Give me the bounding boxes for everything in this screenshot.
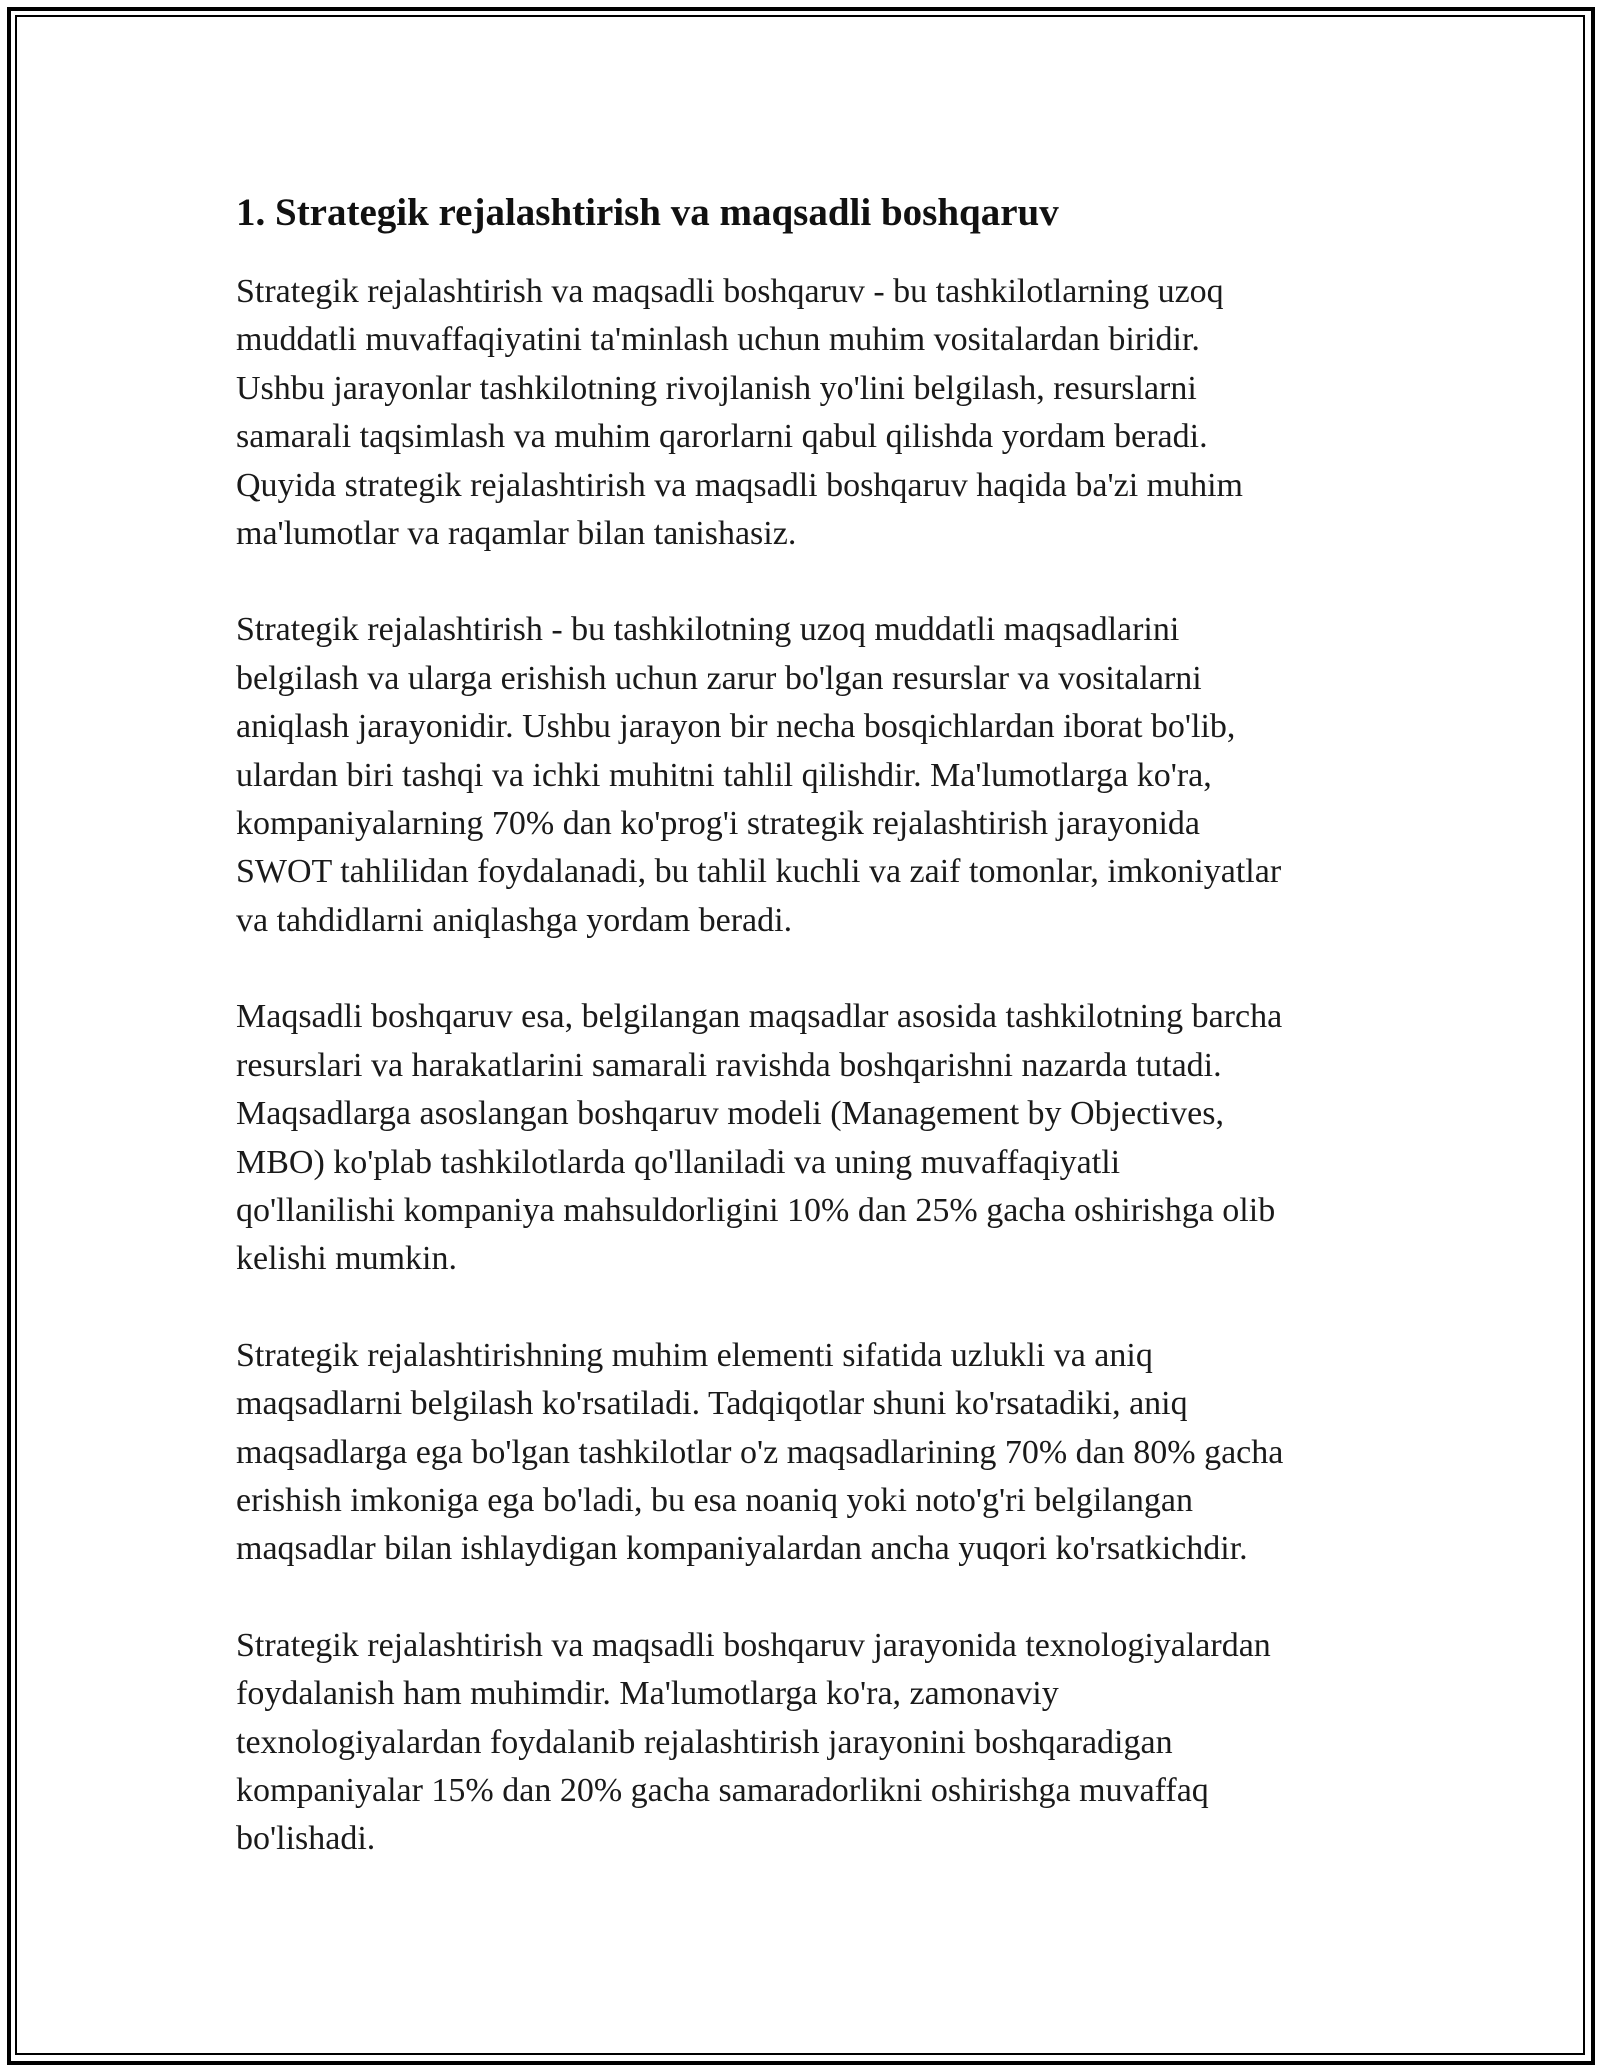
body-paragraph (236, 993, 1396, 1283)
text-line: Maqsadli boshqaruv esa, belgilangan maqsadlar asosida tashkilotning barcha (236, 998, 1283, 1036)
text-line: kelishi mumkin. (236, 1240, 457, 1278)
text-line: Strategik rejalashtirish va maqsadli boshqaruv - bu tashkilotlarning uzoq (236, 273, 1224, 310)
text-line: belgilash va ularga erishish uchun zarur bo'lgan resurslar va vositalarni (236, 659, 1202, 697)
document-body (236, 180, 1396, 1912)
text-line: kompaniyalarning 70% dan ko'prog'i strategik rejalashtirish jarayonida (236, 805, 1200, 843)
text-line: Maqsadlarga asoslangan boshqaruv modeli (Management by Objectives, (236, 1095, 1224, 1133)
text-line: resurslari va harakatlarini samarali ravishda boshqarishni nazarda tutadi. (236, 1046, 1222, 1084)
text-line: maqsadlar bilan ishlaydigan kompaniyalardan ancha yuqori ko'rsatkichdir. (236, 1530, 1248, 1568)
text-line: MBO) ko'plab tashkilotlarda qo'llaniladi va uning muvaffaqiyatli (236, 1143, 1121, 1181)
section-heading: 1. Strategik rejalashtirish va maqsadli boshqaruv (236, 191, 1059, 234)
text-line: samarali taqsimlash va muhim qarorlarni qabul qilishda yordam beradi. (236, 418, 1208, 456)
text-line: bo'lishadi. (236, 1820, 376, 1858)
text-line: ma'lumotlar va raqamlar bilan tanishasiz. (236, 515, 797, 553)
body-paragraph (236, 1332, 1396, 1574)
text-line: Strategik rejalashtirishning muhim elementi sifatida uzlukli va aniq (236, 1336, 1153, 1374)
text-line: aniqlash jarayonidir. Ushbu jarayon bir necha bosqichlardan iborat bo'lib, (236, 708, 1236, 746)
text-line: SWOT tahlilidan foydalanadi, bu tahlil kuchli va zaif tomonlar, imkoniyatlar (236, 853, 1282, 891)
text-line: kompaniyalar 15% dan 20% gacha samaradorlikni oshirishga muvaffaq (236, 1771, 1209, 1809)
text-line: erishish imkoniga ega bo'ladi, bu esa noaniq yoki noto'g'ri belgilangan (236, 1481, 1193, 1519)
text-line: Quyida strategik rejalashtirish va maqsadli boshqaruv haqida ba'zi muhim (236, 466, 1243, 504)
body-paragraph (236, 1622, 1396, 1864)
text-line: ulardan biri tashqi va ichki muhitni tahlil qilishdir. Ma'lumotlarga ko'ra, (236, 756, 1212, 794)
text-line: Ushbu jarayonlar tashkilotning rivojlanish yo'lini belgilash, resurslarni (236, 369, 1197, 407)
text-line: Strategik rejalashtirish va maqsadli boshqaruv jarayonida texnologiyalardan (236, 1626, 1271, 1664)
text-line: maqsadlarni belgilash ko'rsatiladi. Tadqiqotlar shuni ko'rsatadiki, aniq (236, 1385, 1188, 1423)
text-line: qo'llanilishi kompaniya mahsuldorligini 10% dan 25% gacha oshirishga olib (236, 1191, 1276, 1229)
text-line: foydalanish ham muhimdir. Ma'lumotlarga ko'ra, zamonaviy (236, 1675, 1059, 1713)
text-line: muddatli muvaffaqiyatini ta'minlash uchun muhim vositalardan biridir. (236, 321, 1200, 359)
body-paragraph (236, 606, 1396, 945)
paragraph-list (236, 268, 1396, 1864)
text-line: Strategik rejalashtirish - bu tashkilotning uzoq muddatli maqsadlarini (236, 611, 1180, 649)
text-line: va tahdidlarni aniqlashga yordam beradi. (236, 901, 793, 939)
text-line: texnologiyalardan foydalanib rejalashtirish jarayonini boshqaradigan (236, 1723, 1173, 1761)
text-line: maqsadlarga ega bo'lgan tashkilotlar o'z maqsadlarining 70% dan 80% gacha (236, 1433, 1284, 1471)
body-paragraph (236, 268, 1396, 558)
